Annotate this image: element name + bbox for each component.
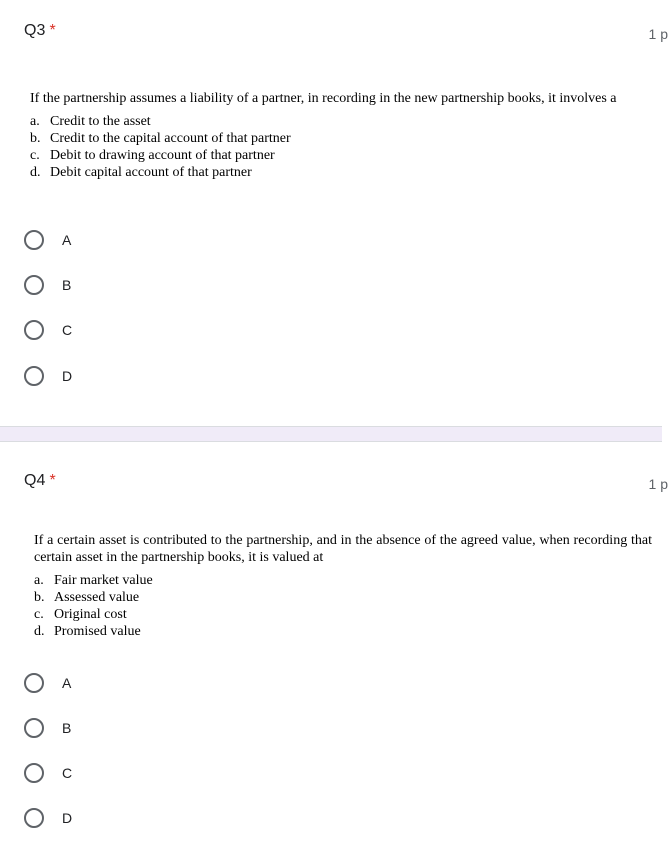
radio-button[interactable] [24, 275, 44, 295]
choice-a [30, 113, 650, 130]
q3-option-b[interactable] [24, 273, 71, 297]
choice-d [34, 623, 652, 640]
radio-button[interactable] [24, 366, 44, 386]
q3-option-c[interactable] [24, 318, 72, 342]
q4-option-b[interactable] [24, 716, 71, 740]
q4-option-a[interactable] [24, 671, 71, 695]
required-asterisk: * [49, 22, 56, 39]
points-label: 1 p [648, 476, 668, 492]
choice-text: Promised value [54, 624, 141, 639]
required-asterisk: * [49, 472, 56, 489]
choice-text: Assessed value [54, 590, 140, 605]
option-label: C [62, 765, 73, 781]
radio-button[interactable] [24, 808, 44, 828]
choice-text: Original cost [54, 607, 127, 622]
question-image [34, 532, 652, 640]
option-label: C [62, 322, 73, 338]
question-number: Q3 [24, 22, 46, 39]
q4-option-c[interactable] [24, 761, 72, 785]
radio-button[interactable] [24, 320, 44, 340]
q4-option-d[interactable] [24, 806, 72, 830]
q3-option-a[interactable] [24, 228, 71, 252]
question-prompt: If a certain asset is contributed to the partnership, and in the absence of the agreed value, when recording that certain asset in the partnership books, it is valued at [34, 533, 652, 565]
choice-text: Fair market value [54, 573, 153, 588]
choice-letter: c. [34, 607, 44, 622]
question-image [30, 90, 650, 181]
option-label: D [62, 368, 73, 384]
question-title [24, 22, 56, 40]
choice-text: Debit to drawing account of that partner [50, 148, 275, 163]
card-separator [0, 426, 662, 442]
choice-letter: d. [34, 624, 45, 639]
points-label: 1 p [648, 26, 668, 42]
choice-letter: d. [30, 165, 41, 180]
radio-button[interactable] [24, 230, 44, 250]
option-label: A [62, 675, 72, 691]
question-number: Q4 [24, 472, 46, 489]
radio-button[interactable] [24, 673, 44, 693]
choice-a [34, 572, 652, 589]
question-title [24, 472, 56, 490]
choice-text: Credit to the asset [50, 114, 151, 129]
choice-letter: b. [30, 131, 41, 146]
choice-text: Credit to the capital account of that partner [50, 131, 291, 146]
choice-text: Debit capital account of that partner [50, 165, 252, 180]
option-label: B [62, 277, 72, 293]
choice-d [30, 164, 650, 181]
choice-c [30, 147, 650, 164]
choice-b [34, 589, 652, 606]
radio-button[interactable] [24, 763, 44, 783]
choice-letter: b. [34, 590, 45, 605]
choice-letter: a. [30, 114, 40, 129]
choice-letter: a. [34, 573, 44, 588]
question-prompt: If the partnership assumes a liability of a partner, in recording in the new partnership books, it involves a [30, 91, 617, 106]
choice-c [34, 606, 652, 623]
q3-option-d[interactable] [24, 364, 72, 388]
radio-button[interactable] [24, 718, 44, 738]
option-label: A [62, 232, 72, 248]
option-label: D [62, 810, 73, 826]
choice-letter: c. [30, 148, 40, 163]
choice-b [30, 130, 650, 147]
question-card-q4 [0, 442, 668, 844]
option-label: B [62, 720, 72, 736]
